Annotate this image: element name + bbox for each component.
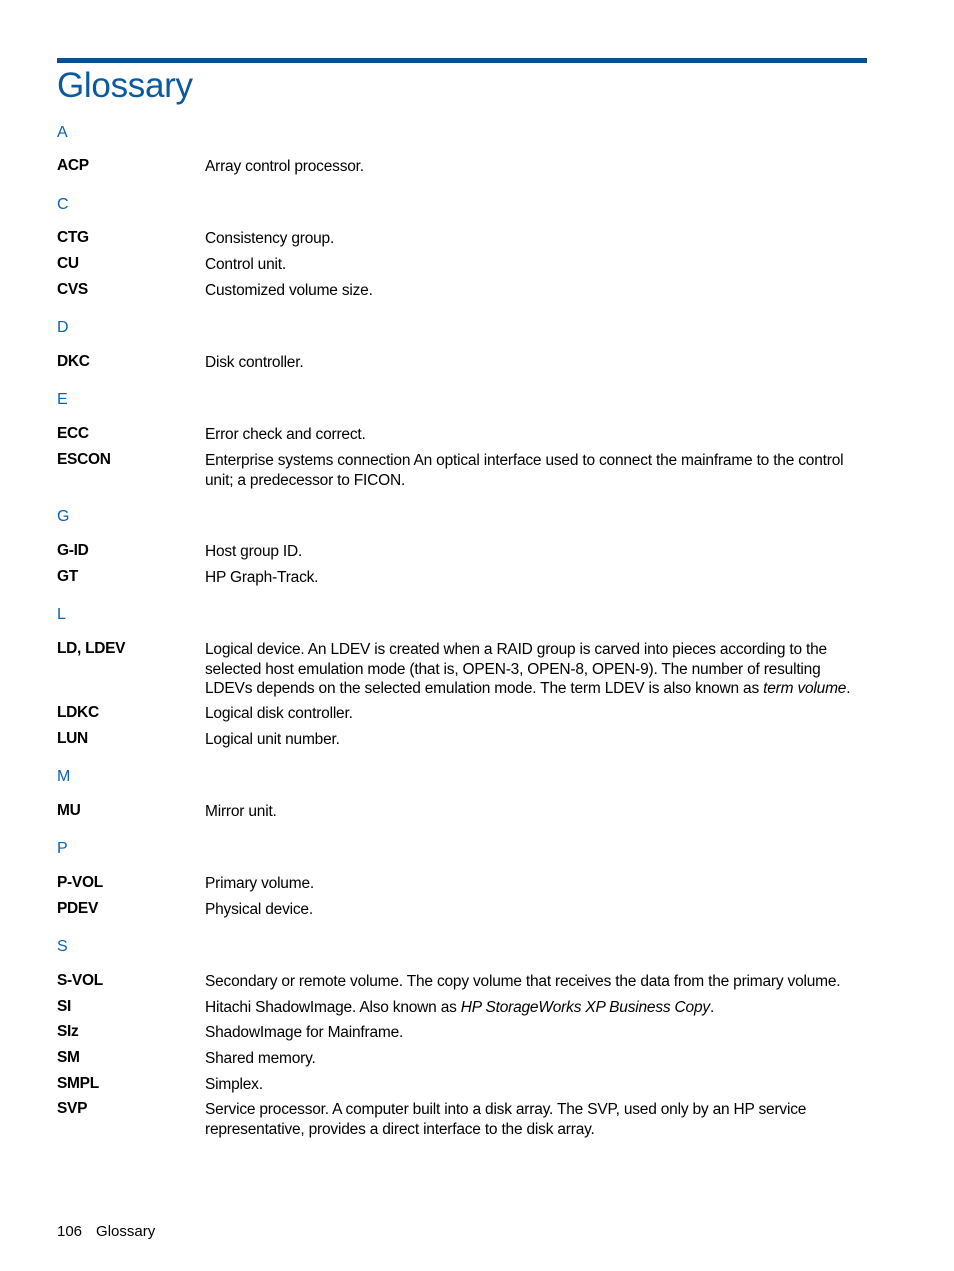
glossary-def-ldev-emphasis: term volume [763,680,847,697]
glossary-term-g-id: G-ID [57,542,89,559]
glossary-def-smpl: Simplex. [205,1076,263,1093]
glossary-term-escon: ESCON [57,451,111,468]
glossary-term-acp: ACP [57,157,89,174]
glossary-term-smpl: SMPL [57,1075,99,1092]
glossary-def-p-vol: Primary volume. [205,875,314,892]
section-letter-e: E [57,391,68,408]
glossary-term-si: SI [57,998,72,1015]
glossary-term-siz: SIz [57,1023,79,1040]
glossary-def-lun: Logical unit number. [205,731,340,748]
glossary-def-sm: Shared memory. [205,1050,316,1067]
glossary-def-acp: Array control processor. [205,158,364,175]
glossary-term-sm: SM [57,1049,80,1066]
glossary-def-mu: Mirror unit. [205,803,277,820]
section-letter-g: G [57,508,70,525]
page-footer [57,1223,169,1240]
glossary-def-gt: HP Graph-Track. [205,569,319,586]
glossary-def-escon: Enterprise systems connection An optical interface used to connect the mainframe to the control unit; a predecessor to FICON. [205,452,844,489]
glossary-def-si-end: . [709,999,715,1016]
glossary-term-svp: SVP [57,1100,88,1117]
glossary-def-dkc: Disk controller. [205,354,304,371]
glossary-term-cvs: CVS [57,281,88,298]
glossary-def-svp: Service processor. A computer built into a disk array. The SVP, used only by an HP service representative, provides a direct interface to the disk array. [205,1101,807,1138]
page-title: Glossary [57,66,193,105]
glossary-def-si-emphasis: HP StorageWorks XP Business Copy [460,999,710,1016]
footer-section-title: Glossary [96,1223,156,1240]
section-letter-s: S [57,938,68,955]
glossary-def-cvs: Customized volume size. [205,282,373,299]
glossary-term-lun: LUN [57,730,88,747]
glossary-term-ldkc: LDKC [57,704,99,721]
glossary-def-si [205,998,870,1018]
glossary-term-cu: CU [57,255,79,272]
glossary-term-dkc: DKC [57,353,90,370]
glossary-def-siz: ShadowImage for Mainframe. [205,1024,404,1041]
glossary-def-ecc: Error check and correct. [205,426,366,443]
glossary-term-mu: MU [57,802,81,819]
glossary-def-cu: Control unit. [205,256,286,273]
glossary-def-ldev-end: . [846,680,851,697]
glossary-term-pdev: PDEV [57,900,99,917]
section-letter-d: D [57,319,69,336]
glossary-term-ecc: ECC [57,425,89,442]
section-letter-m: M [57,768,71,785]
glossary-def-ldkc: Logical disk controller. [205,705,353,722]
glossary-term-ctg: CTG [57,229,89,246]
glossary-def-g-id: Host group ID. [205,543,303,560]
section-letter-a: A [57,124,68,141]
section-letter-c: C [57,196,69,213]
glossary-term-gt: GT [57,568,78,585]
section-letter-l: L [57,606,66,623]
glossary-def-s-vol: Secondary or remote volume. The copy volume that receives the data from the primary volume. [205,973,841,990]
page-number: 106 [57,1223,83,1240]
glossary-term-ldev: LD, LDEV [57,640,126,657]
glossary-term-p-vol: P-VOL [57,874,103,891]
glossary-def-pdev: Physical device. [205,901,313,918]
section-letter-p: P [57,840,68,857]
glossary-def-ctg: Consistency group. [205,230,335,247]
glossary-def-ldev [205,640,870,699]
glossary-term-s-vol: S-VOL [57,972,103,989]
glossary-def-si-text: Hitachi ShadowImage. Also known as [205,999,461,1016]
glossary-def-ldev-text: Logical device. An LDEV is created when a RAID group is carved into pieces according to the selected host emulation mode (that is, OPEN-3, OPEN-8, OPEN-9). The number of resulting LDEVs depends on the selected emulation mode. The term LDEV is also known as [205,641,827,697]
